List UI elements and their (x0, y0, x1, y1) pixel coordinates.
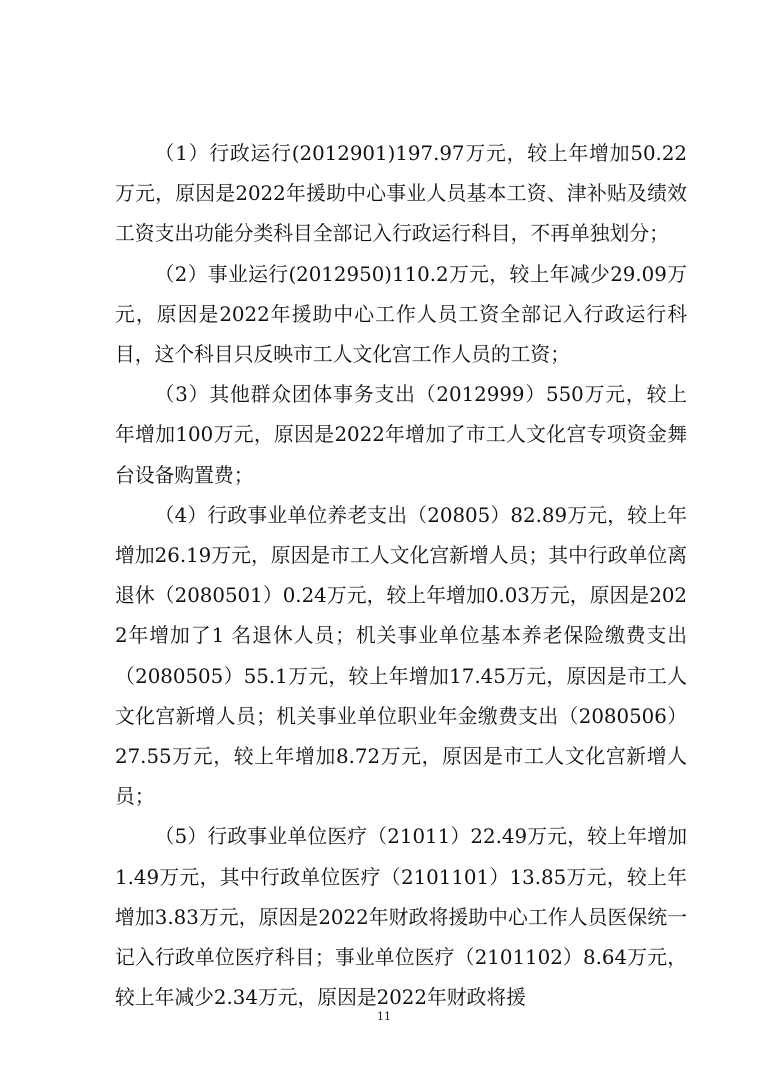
page-number: 11 (377, 1010, 391, 1023)
paragraph-institution-operation: （2）事业运行(2012950)110.2万元，较上年减少29.09万元，原因是2022年援助中心工作人员工资全部记入行政运行科目，这个科目只反映市工人文化宫工作人员的工资； (115, 262, 687, 367)
document-body (115, 134, 687, 1018)
paragraph-administrative-operation: （1）行政运行(2012901)197.97万元，较上年增加50.22万元，原因是2022年援助中心事业人员基本工资、津补贴及绩效工资支出功能分类科目全部记入行政运行科目，不再单独划分； (115, 142, 687, 246)
paragraph-pension-expenditure: （4）行政事业单位养老支出（20805）82.89万元，较上年增加26.19万元，原因是市工人文化宫新增人员；其中行政单位离退休（2080501）0.24万元，较上年增加0.03万元，原因是2022年增加了1 名退休人员；机关事业单位基本养老保险缴费支出（2080505）55.1万元，较上年增加17.45万元，原因是市工人文化宫新增人员；机关事业单位职业年金缴费支出（2080506）27.55万元，较上年增加8.72万元，原因是市工人文化宫新增人员； (115, 503, 687, 809)
paragraph-other-group-affairs: （3）其他群众团体事务支出（2012999）550万元，较上年增加100万元，原因是2022年增加了市工人文化宫专项资金舞台设备购置费； (115, 383, 687, 487)
paragraph-medical-expenditure: （5）行政事业单位医疗（21011）22.49万元，较上年增加1.49万元，其中行政单位医疗（2101101）13.85万元，较上年增加3.83万元，原因是2022年财政将援助中心工作人员医保统一记入行政单位医疗科目；事业单位医疗（2101102）8.64万元，较上年减少2.34万元，原因是2022年财政将援 (115, 825, 687, 1010)
